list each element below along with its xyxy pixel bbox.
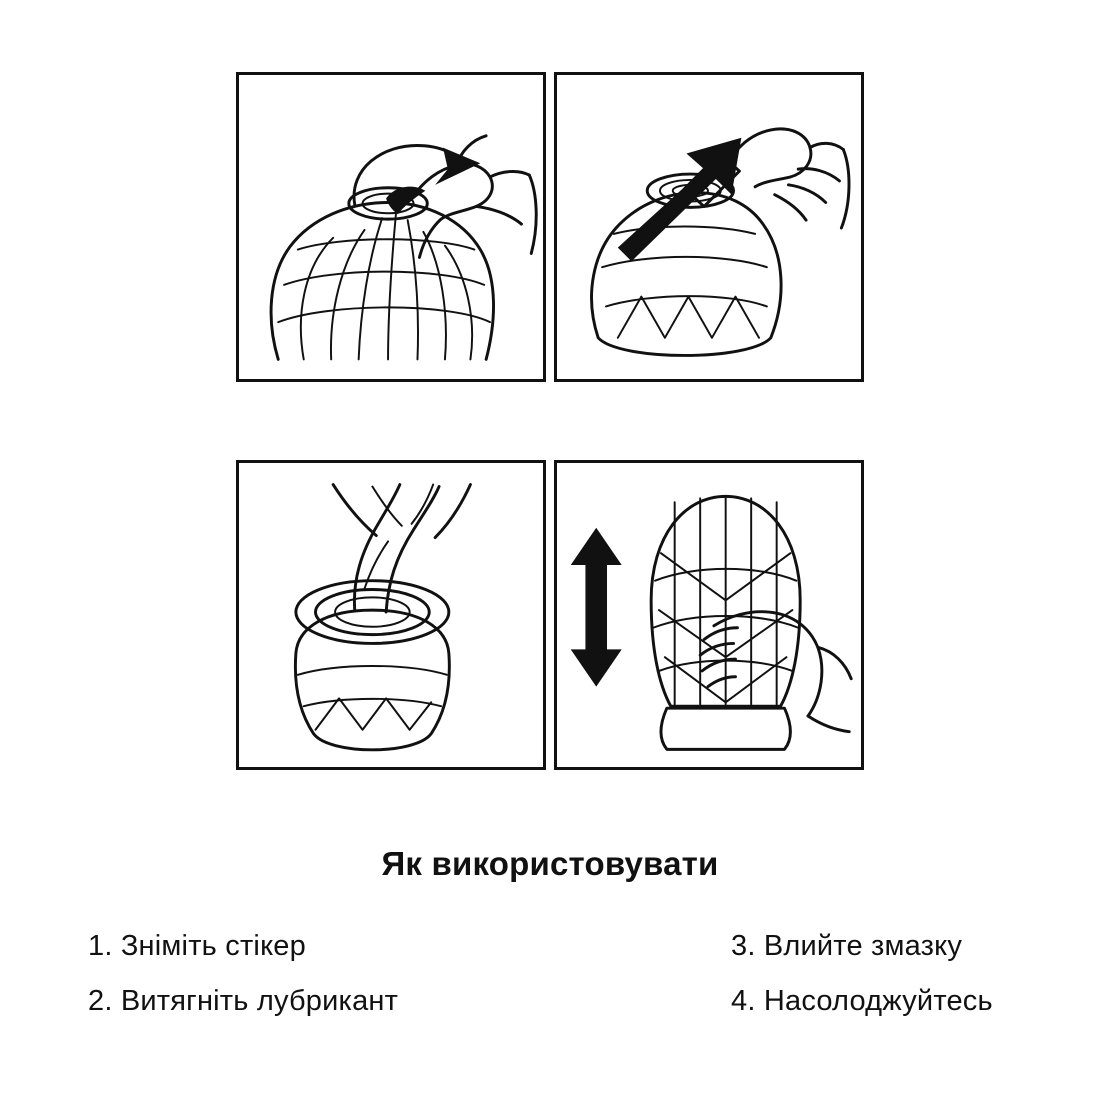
device-body-icon xyxy=(295,610,449,750)
page-title: Як використовувати xyxy=(381,845,719,882)
arrow-up-right-icon xyxy=(618,138,742,262)
device-opening-icon xyxy=(296,581,449,644)
steps-list xyxy=(88,930,1018,1018)
list-item: 1. Зніміть стікер xyxy=(88,930,306,962)
device-body-icon xyxy=(651,496,800,749)
panel-pull-lubricant xyxy=(554,72,864,382)
device-body-icon xyxy=(592,193,782,356)
list-item: 4. Насолоджуйтесь xyxy=(731,985,993,1017)
double-arrow-vertical-icon xyxy=(571,528,622,687)
illustration-grid xyxy=(236,72,864,780)
list-item: 2. Витягніть лубрикант xyxy=(88,985,399,1017)
list-item: 3. Влийте змазку xyxy=(731,930,963,962)
panel-peel-sticker xyxy=(236,72,546,382)
panel-use-device xyxy=(554,460,864,770)
device-body-icon xyxy=(271,202,493,359)
panel-pour-lubricant xyxy=(236,460,546,770)
hand-icon xyxy=(728,129,849,228)
hand-icon xyxy=(700,612,851,732)
